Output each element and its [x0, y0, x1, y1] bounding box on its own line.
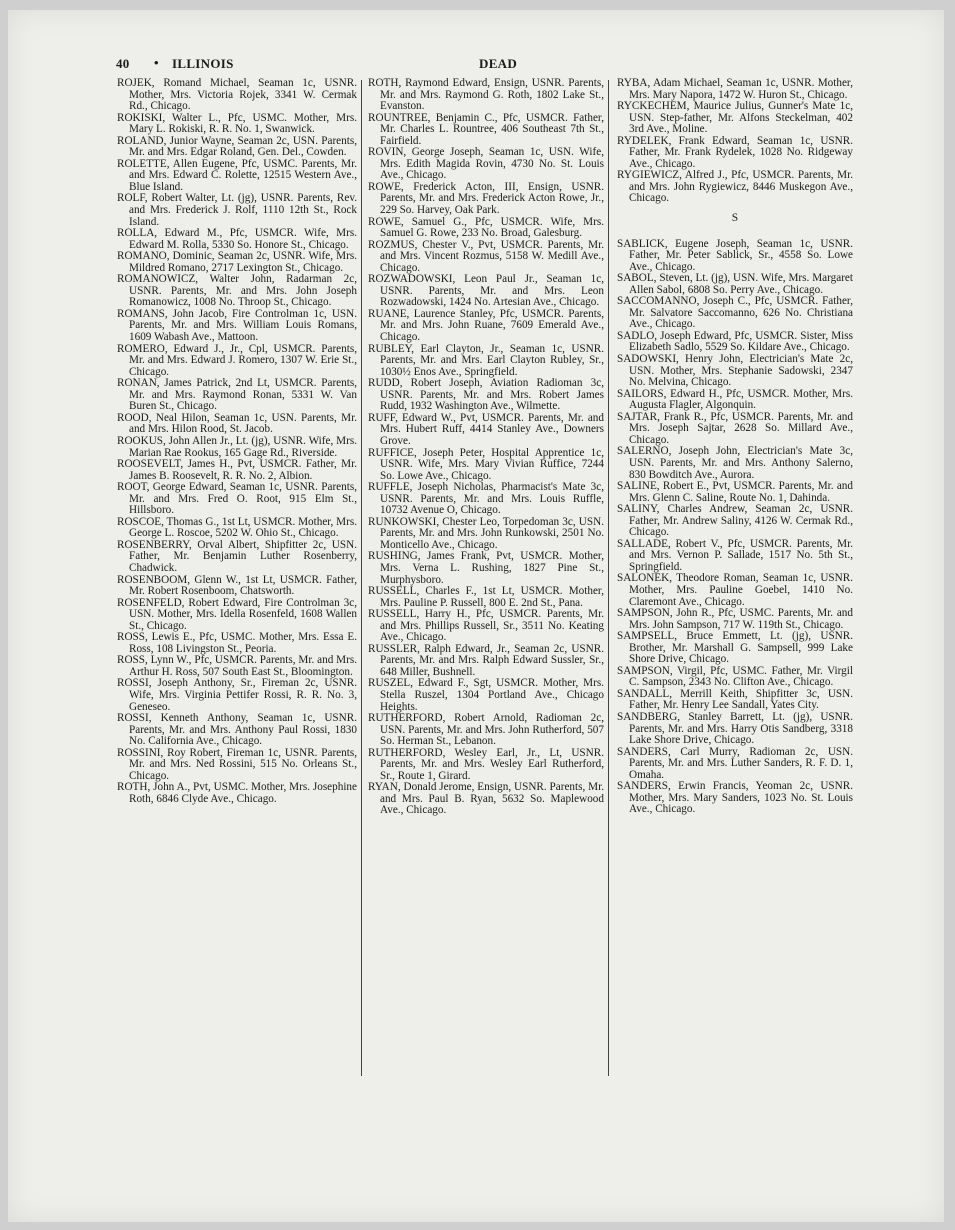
list-item: ROZWADOWSKI, Leon Paul Jr., Seaman 1c, USNR. Parents, Mr. and Mrs. Leon Rozwadowski, 1424 No. Artesian Ave., Chicago.	[368, 273, 604, 309]
list-item: SANDERS, Carl Murry, Radioman 2c, USN. Parents, Mr. and Mrs. Luther Sanders, R. F. D. 1, Omaha.	[617, 745, 853, 781]
list-item: RYBA, Adam Michael, Seaman 1c, USNR. Mother, Mrs. Mary Napora, 1472 W. Huron St., Chicago.	[617, 77, 853, 101]
list-item: ROMANS, John Jacob, Fire Controlman 1c, USN. Parents, Mr. and Mrs. William Louis Romans, 1609 Wabash Ave., Mattoon.	[117, 307, 357, 344]
column-divider	[361, 80, 362, 1076]
list-item: ROSSI, Kenneth Anthony, Seaman 1c, USNR. Parents, Mr. and Mrs. Anthony Paul Rossi, 1830 No. California Ave., Chicago.	[117, 712, 357, 748]
list-item: ROOKUS, John Allen Jr., Lt. (jg), USNR. Wife, Mrs. Marian Rae Rookus, 165 Gage Rd., Riverside.	[117, 434, 357, 459]
list-item: RYGIEWICZ, Alfred J., Pfc, USMCR. Parents, Mr. and Mrs. John Rygiewicz, 8446 Muskegon Ave., Chicago.	[617, 169, 853, 205]
list-item: SANDBERG, Stanley Barrett, Lt. (jg), USNR. Parents, Mr. and Mrs. Harry Otis Sandberg, 3318 Lake Shore Drive, Chicago.	[617, 710, 853, 747]
list-item: ROTH, John A., Pvt, USMC. Mother, Mrs. Josephine Roth, 6846 Clyde Ave., Chicago.	[117, 781, 357, 805]
list-item: SALONEK, Theodore Roman, Seaman 1c, USNR. Mother, Mrs. Pauline Goebel, 1410 No. Claremont Ave., Chicago.	[617, 572, 853, 608]
page-number: 40	[116, 56, 130, 71]
list-item: RYCKECHEM, Maurice Julius, Gunner's Mate 1c, USN. Step-father, Mr. Alfons Steckelman, 402 3rd Ave., Moline.	[617, 100, 853, 136]
list-item: RUSSELL, Harry H., Pfc, USMCR. Parents, Mr. and Mrs. Phillips Russell, Sr., 3511 No. Keating Ave., Chicago.	[368, 608, 604, 644]
list-item: ROTH, Raymond Edward, Ensign, USNR. Parents, Mr. and Mrs. Raymond G. Roth, 1802 Lake St., Evanston.	[368, 77, 604, 113]
column-1	[117, 78, 357, 805]
list-item: SAMPSON, Virgil, Pfc, USMC. Father, Mr. Virgil C. Sampson, 2343 No. Clifton Ave., Chicago.	[617, 664, 853, 689]
list-item: ROLF, Robert Walter, Lt. (jg), USNR. Parents, Rev. and Mrs. Frederick J. Rolf, 1110 12th St., Rock Island.	[117, 192, 357, 228]
list-item: ROSENBERRY, Orval Albert, Shipfitter 2c, USN. Father, Mr. Benjamin Luther Rosenberry, Chadwick.	[117, 538, 357, 574]
list-item: ROMERO, Edward J., Jr., Cpl, USMCR. Parents, Mr. and Mrs. Edward J. Romero, 1307 W. Erie St., Chicago.	[117, 342, 357, 378]
list-item: RYAN, Donald Jerome, Ensign, USNR. Parents, Mr. and Mrs. Paul B. Ryan, 5632 So. Maplewood Ave., Chicago.	[368, 781, 604, 817]
list-item: ROOD, Neal Hilon, Seaman 1c, USN. Parents, Mr. and Mrs. Hilon Rood, St. Jacob.	[117, 411, 357, 436]
page-header	[116, 56, 856, 72]
list-item: ROMANOWICZ, Walter John, Radarman 2c, USNR. Parents, Mr. and Mrs. John Joseph Romanowicz, 1008 No. Throop St., Chicago.	[117, 273, 357, 309]
list-item: RUFFICE, Joseph Peter, Hospital Apprentice 1c, USNR. Wife, Mrs. Mary Vivian Ruffice, 7244 So. Lowe Ave., Chicago.	[368, 446, 604, 482]
list-item: ROSS, Lynn W., Pfc, USMCR. Parents, Mr. and Mrs. Arthur H. Ross, 507 South East St., Bloomington.	[117, 654, 357, 678]
list-item: RUFFLE, Joseph Nicholas, Pharmacist's Mate 3c, USNR. Parents, Mr. and Mrs. Louis Ruffle, 10732 Avenue O, Chicago.	[368, 481, 604, 517]
list-item: ROLAND, Junior Wayne, Seaman 2c, USN. Parents, Mr. and Mrs. Edgar Roland, Gen. Del., Cowden.	[117, 134, 357, 159]
column-2	[368, 78, 604, 817]
list-item: ROSENBOOM, Glenn W., 1st Lt, USMCR. Father, Mr. Robert Rosenboom, Chatsworth.	[117, 573, 357, 598]
list-item: SADOWSKI, Henry John, Electrician's Mate 2c, USN. Mother, Mrs. Stephanie Sadowski, 2347 No. Melvina, Chicago.	[617, 353, 853, 389]
list-item: RUSZEL, Edward F., Sgt, USMCR. Mother, Mrs. Stella Ruszel, 1304 Portland Ave., Chicago Heights.	[368, 677, 604, 713]
list-item: SALERNO, Joseph John, Electrician's Mate 3c, USN. Parents, Mr. and Mrs. Anthony Salerno, 830 Bowditch Ave., Aurora.	[617, 445, 853, 481]
list-item: ROZMUS, Chester V., Pvt, USMCR. Parents, Mr. and Mrs. Vincent Rozmus, 5158 W. Medill Ave., Chicago.	[368, 238, 604, 274]
list-item: RUNKOWSKI, Chester Leo, Torpedoman 3c, USN. Parents, Mr. and Mrs. John Runkowski, 2501 No. Monticello Ave., Chicago.	[368, 515, 604, 551]
list-item: ROSSINI, Roy Robert, Fireman 1c, USNR. Parents, Mr. and Mrs. Ned Rossini, 515 No. Orleans St., Chicago.	[117, 746, 357, 782]
list-item: SADLO, Joseph Edward, Pfc, USMCR. Sister, Miss Elizabeth Sadlo, 5529 So. Kildare Ave., Chicago.	[617, 329, 853, 354]
list-item: SANDERS, Erwin Francis, Yeoman 2c, USNR. Mother, Mrs. Mary Sanders, 1023 No. St. Louis Ave., Chicago.	[617, 780, 853, 816]
list-item: ROSSI, Joseph Anthony, Sr., Fireman 2c, USNR. Wife, Mrs. Virginia Pettifer Rossi, R. R. No. 3, Geneseo.	[117, 677, 357, 713]
list-item: SAMPSON, John R., Pfc, USMC. Parents, Mr. and Mrs. John Sampson, 717 W. 119th St., Chicago.	[617, 607, 853, 631]
list-item: ROKISKI, Walter L., Pfc, USMC. Mother, Mrs. Mary L. Rokiski, R. R. No. 1, Swanwick.	[117, 111, 357, 136]
column-3	[617, 78, 853, 816]
column-divider	[608, 80, 609, 1076]
list-item: SACCOMANNO, Joseph C., Pfc, USMCR. Father, Mr. Salvatore Saccomanno, 626 No. Christiana Ave., Chicago.	[617, 295, 853, 331]
list-item: ROUNTREE, Benjamin C., Pfc, USMCR. Father, Mr. Charles L. Rountree, 406 Southeast 7th St., Fairfield.	[368, 111, 604, 147]
list-item: ROWE, Samuel G., Pfc, USMCR. Wife, Mrs. Samuel G. Rowe, 233 No. Broad, Galesburg.	[368, 215, 604, 240]
page-title: DEAD	[479, 56, 518, 71]
list-item: RUTHERFORD, Robert Arnold, Radioman 2c, USN. Parents, Mr. and Mrs. John Rutherford, 507 So. Herman St., Lebanon.	[368, 712, 604, 748]
list-item: RUDD, Robert Joseph, Aviation Radioman 3c, USNR. Parents, Mr. and Mrs. Robert James Rudd, 1932 Washington Ave., Wilmette.	[368, 377, 604, 413]
list-item: ROLLA, Edward M., Pfc, USMCR. Wife, Mrs. Edward M. Rolla, 5330 So. Honore St., Chicago.	[117, 227, 357, 251]
state-name: ILLINOIS	[172, 56, 234, 71]
list-item: SAMPSELL, Bruce Emmett, Lt. (jg), USNR. Brother, Mr. Marshall G. Sampsell, 999 Lake Shore Drive, Chicago.	[617, 630, 853, 666]
list-item: RUTHERFORD, Wesley Earl, Jr., Lt, USNR. Parents, Mr. and Mrs. Wesley Earl Rutherford, Sr., Route 1, Girard.	[368, 746, 604, 782]
list-item: RONAN, James Patrick, 2nd Lt, USMCR. Parents, Mr. and Mrs. Raymond Ronan, 5331 W. Van Buren St., Chicago.	[117, 377, 357, 413]
list-item: SABOL, Steven, Lt. (jg), USN. Wife, Mrs. Margaret Allen Sabol, 6808 So. Perry Ave., Chicago.	[617, 272, 853, 296]
list-item: RUANE, Laurence Stanley, Pfc, USMCR. Parents, Mr. and Mrs. John Ruane, 7609 Emerald Ave., Chicago.	[368, 307, 604, 344]
list-item: SANDALL, Merrill Keith, Shipfitter 3c, USN. Father, Mr. Henry Lee Sandall, Yates City.	[617, 687, 853, 712]
list-item: ROOT, George Edward, Seaman 1c, USNR. Parents, Mr. and Mrs. Fred O. Root, 915 Elm St., Hillsboro.	[117, 481, 357, 517]
list-item: ROVIN, George Joseph, Seaman 1c, USN. Wife, Mrs. Edith Magida Rovin, 4730 No. St. Louis Ave., Chicago.	[368, 146, 604, 182]
list-item: RUSSELL, Charles F., 1st Lt, USMCR. Mother, Mrs. Pauline P. Russell, 800 E. 2nd St., Pana.	[368, 585, 604, 609]
list-item: SALINY, Charles Andrew, Seaman 2c, USNR. Father, Mr. Andrew Saliny, 4126 W. Cermak Rd., Chicago.	[617, 503, 853, 539]
list-item: ROMANO, Dominic, Seaman 2c, USNR. Wife, Mrs. Mildred Romano, 2717 Lexington St., Chicago.	[117, 250, 357, 274]
list-item: ROSS, Lewis E., Pfc, USMC. Mother, Mrs. Essa E. Ross, 108 Livingston St., Peoria.	[117, 631, 357, 655]
section-letter: S	[731, 212, 739, 225]
list-item: SALINE, Robert E., Pvt, USMCR. Parents, Mr. and Mrs. Glenn C. Saline, Route No. 1, Dahinda.	[617, 480, 853, 504]
list-item: RUSSLER, Ralph Edward, Jr., Seaman 2c, USNR. Parents, Mr. and Mrs. Ralph Edward Sussler, Sr., 648 Miller, Bushnell.	[368, 642, 604, 678]
list-item: SABLICK, Eugene Joseph, Seaman 1c, USNR. Father, Mr. Peter Sablick, Sr., 4558 So. Lowe Ave., Chicago.	[617, 237, 853, 273]
list-item: ROSENFELD, Robert Edward, Fire Controlman 3c, USN. Mother, Mrs. Idella Rosenfeld, 1608 Wallen St., Chicago.	[117, 596, 357, 632]
list-item: ROWE, Frederick Acton, III, Ensign, USNR. Parents, Mr. and Mrs. Frederick Acton Rowe, Jr., 229 So. Harvey, Oak Park.	[368, 180, 604, 217]
list-item: RYDELEK, Frank Edward, Seaman 1c, USNR. Father, Mr. Frank Rydelek, 1028 No. Ridgeway Ave., Chicago.	[617, 134, 853, 170]
list-item: ROOSEVELT, James H., Pvt, USMCR. Father, Mr. James B. Roosevelt, R. R. No. 2, Albion.	[117, 458, 357, 482]
list-item: RUSHING, James Frank, Pvt, USMCR. Mother, Mrs. Verna L. Rushing, 1827 Pine St., Murphysboro.	[368, 550, 604, 586]
header-bullet: •	[154, 55, 159, 70]
list-item: SAILORS, Edward H., Pfc, USMCR. Mother, Mrs. Augusta Flagler, Algonquin.	[617, 387, 853, 412]
list-item: ROSCOE, Thomas G., 1st Lt, USMCR. Mother, Mrs. George L. Roscoe, 5202 W. Ohio St., Chicago.	[117, 515, 357, 540]
list-item: RUFF, Edward W., Pvt, USMCR. Parents, Mr. and Mrs. Hubert Ruff, 4414 Stanley Ave., Downers Grove.	[368, 411, 604, 447]
list-item: SAJTAR, Frank R., Pfc, USMCR. Parents, Mr. and Mrs. Joseph Sajtar, 2628 So. Millard Ave., Chicago.	[617, 410, 853, 446]
list-item: SALLADE, Robert V., Pfc, USMCR. Parents, Mr. and Mrs. Vernon P. Sallade, 1517 No. 5th St., Springfield.	[617, 537, 853, 573]
list-item: ROJEK, Romand Michael, Seaman 1c, USNR. Mother, Mrs. Victoria Rojek, 3341 W. Cermak Rd., Chicago.	[117, 77, 357, 113]
list-item: RUBLEY, Earl Clayton, Jr., Seaman 1c, USNR. Parents, Mr. and Mrs. Earl Clayton Rubley, Sr., 1030½ Enos Ave., Springfield.	[368, 342, 604, 378]
list-item: ROLETTE, Allen Eugene, Pfc, USMC. Parents, Mr. and Mrs. Edward C. Rolette, 12515 Western Ave., Blue Island.	[117, 157, 357, 193]
